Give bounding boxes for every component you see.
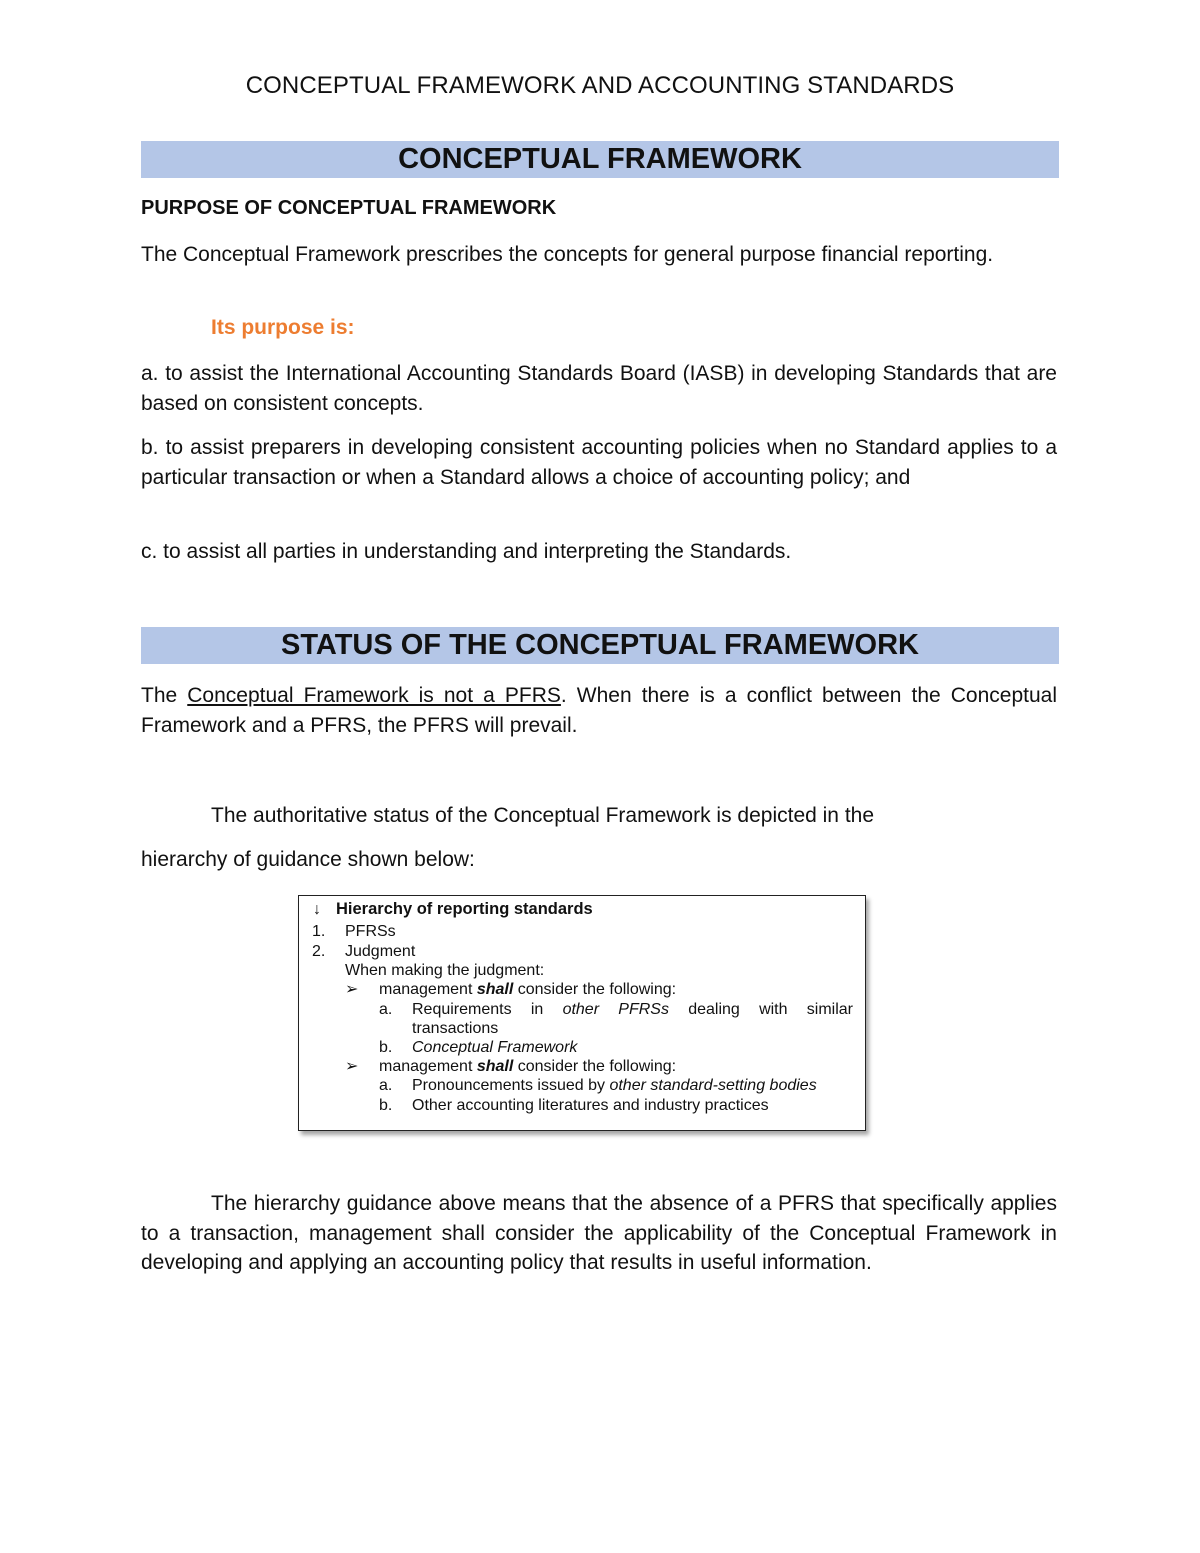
hierarchy-item-2-number: 2. — [312, 943, 326, 960]
purpose-label: Its purpose is: — [211, 316, 355, 339]
management-line-2: management shall consider the following: — [379, 1058, 677, 1075]
sub-item-b1: Conceptual Framework — [412, 1039, 578, 1056]
hierarchy-item-2: Judgment — [345, 943, 416, 960]
section-heading-conceptual-framework: CONCEPTUAL FRAMEWORK — [141, 141, 1059, 178]
authoritative-status-line-2: hierarchy of guidance shown below: — [141, 848, 475, 871]
purpose-item-c: c. to assist all parties in understanding and interpreting the Standards. — [141, 540, 792, 563]
arrow-bullet-icon: ➢ — [345, 981, 359, 998]
purpose-subheading: PURPOSE OF CONCEPTUAL FRAMEWORK — [141, 197, 557, 219]
sub-item-b2-letter: b. — [379, 1097, 393, 1114]
status-text-start: The — [141, 684, 188, 707]
section-heading-status: STATUS OF THE CONCEPTUAL FRAMEWORK — [141, 627, 1059, 664]
hierarchy-figure — [298, 895, 866, 1131]
status-paragraph — [141, 681, 1057, 740]
status-text-end: . When there is a conflict between the Conceptual Framework and a PFRS, the PFRS will prevail. — [141, 684, 1057, 737]
hierarchy-item-1-number: 1. — [312, 923, 326, 940]
arrow-bullet-icon: ➢ — [345, 1058, 359, 1075]
hierarchy-when-line: When making the judgment: — [345, 962, 545, 979]
closing-paragraph: The hierarchy guidance above means that the absence of a PFRS that specifically applies to a transaction, management shall consider the applicability of the Conceptual Framework in developing and applying an accounting policy that results in useful information. — [141, 1192, 1057, 1274]
purpose-item-a: a. to assist the International Accounting Standards Board (IASB) in developing Standards that are based on consistent concepts. — [141, 362, 1057, 415]
purpose-intro-paragraph: The Conceptual Framework prescribes the concepts for general purpose financial reporting. — [141, 243, 994, 266]
sub-item-b1-letter: b. — [379, 1039, 393, 1056]
hierarchy-item-1: PFRSs — [345, 923, 396, 940]
sub-item-b2: Other accounting literatures and industry practices — [412, 1097, 769, 1114]
document-title: CONCEPTUAL FRAMEWORK AND ACCOUNTING STANDARDS — [245, 72, 955, 99]
sub-item-a1: Requirements in other PFRSs dealing with similar — [412, 1001, 854, 1018]
hierarchy-bullet-icon: ↓ — [313, 901, 321, 918]
management-line-1: management shall consider the following: — [379, 981, 677, 998]
sub-item-a2-letter: a. — [379, 1077, 393, 1094]
purpose-item-b: b. to assist preparers in developing consistent accounting policies when no Standard applies to a particular transaction or when a Standard allows a choice of accounting policy; and — [141, 436, 1057, 489]
status-underlined-text: Conceptual Framework is not a PFRS — [187, 684, 561, 707]
hierarchy-title: Hierarchy of reporting standards — [336, 900, 593, 918]
sub-item-a1-letter: a. — [379, 1001, 393, 1018]
sub-item-a1-continued: transactions — [412, 1020, 499, 1037]
authoritative-status-line-1: The authoritative status of the Conceptual Framework is depicted in the — [211, 804, 875, 827]
sub-item-a2: Pronouncements issued by other standard-setting bodies — [412, 1077, 817, 1094]
